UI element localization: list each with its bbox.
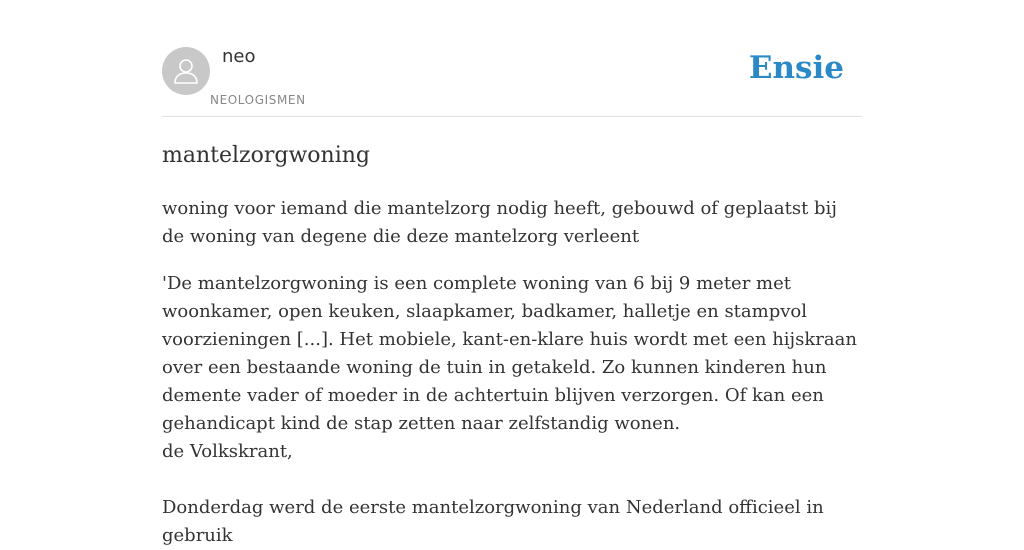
example-source: de Volkskrant,	[162, 441, 293, 462]
entry-example	[162, 270, 862, 550]
entry-page	[162, 0, 862, 550]
example-more: Donderdag werd de eerste mantelzorgwoning van Nederland officieel in gebruik	[162, 497, 824, 546]
author-avatar[interactable]	[162, 47, 210, 95]
author-name[interactable]: neo	[222, 46, 256, 67]
entry-title: mantelzorgwoning	[162, 143, 371, 168]
brand-logo[interactable]: Ensie	[748, 50, 844, 86]
entry-definition: woning voor iemand die mantelzorg nodig heeft, gebouwd of geplaatst bij de woning van degene die deze mantelzorg verleent	[162, 198, 837, 247]
category-link[interactable]: NEOLOGISMEN	[210, 93, 306, 107]
paragraph-gap	[162, 466, 862, 494]
user-silhouette-icon	[171, 56, 201, 86]
entry-header	[162, 0, 862, 117]
example-quote: 'De mantelzorgwoning is een complete woning van 6 bij 9 meter met woonkamer, open keuken, slaapkamer, badkamer, halletje en stampvol voorzieningen [...]. Het mobiele, kant-en-klare huis wordt met een hijskraan over een bestaande woning de tuin in getakeld. Zo kunnen kinderen hun demente vader of moeder in de achtertuin blijven verzorgen. Of kan een gehandicapt kind de stap zetten naar zelfstandig wonen.	[162, 273, 857, 434]
